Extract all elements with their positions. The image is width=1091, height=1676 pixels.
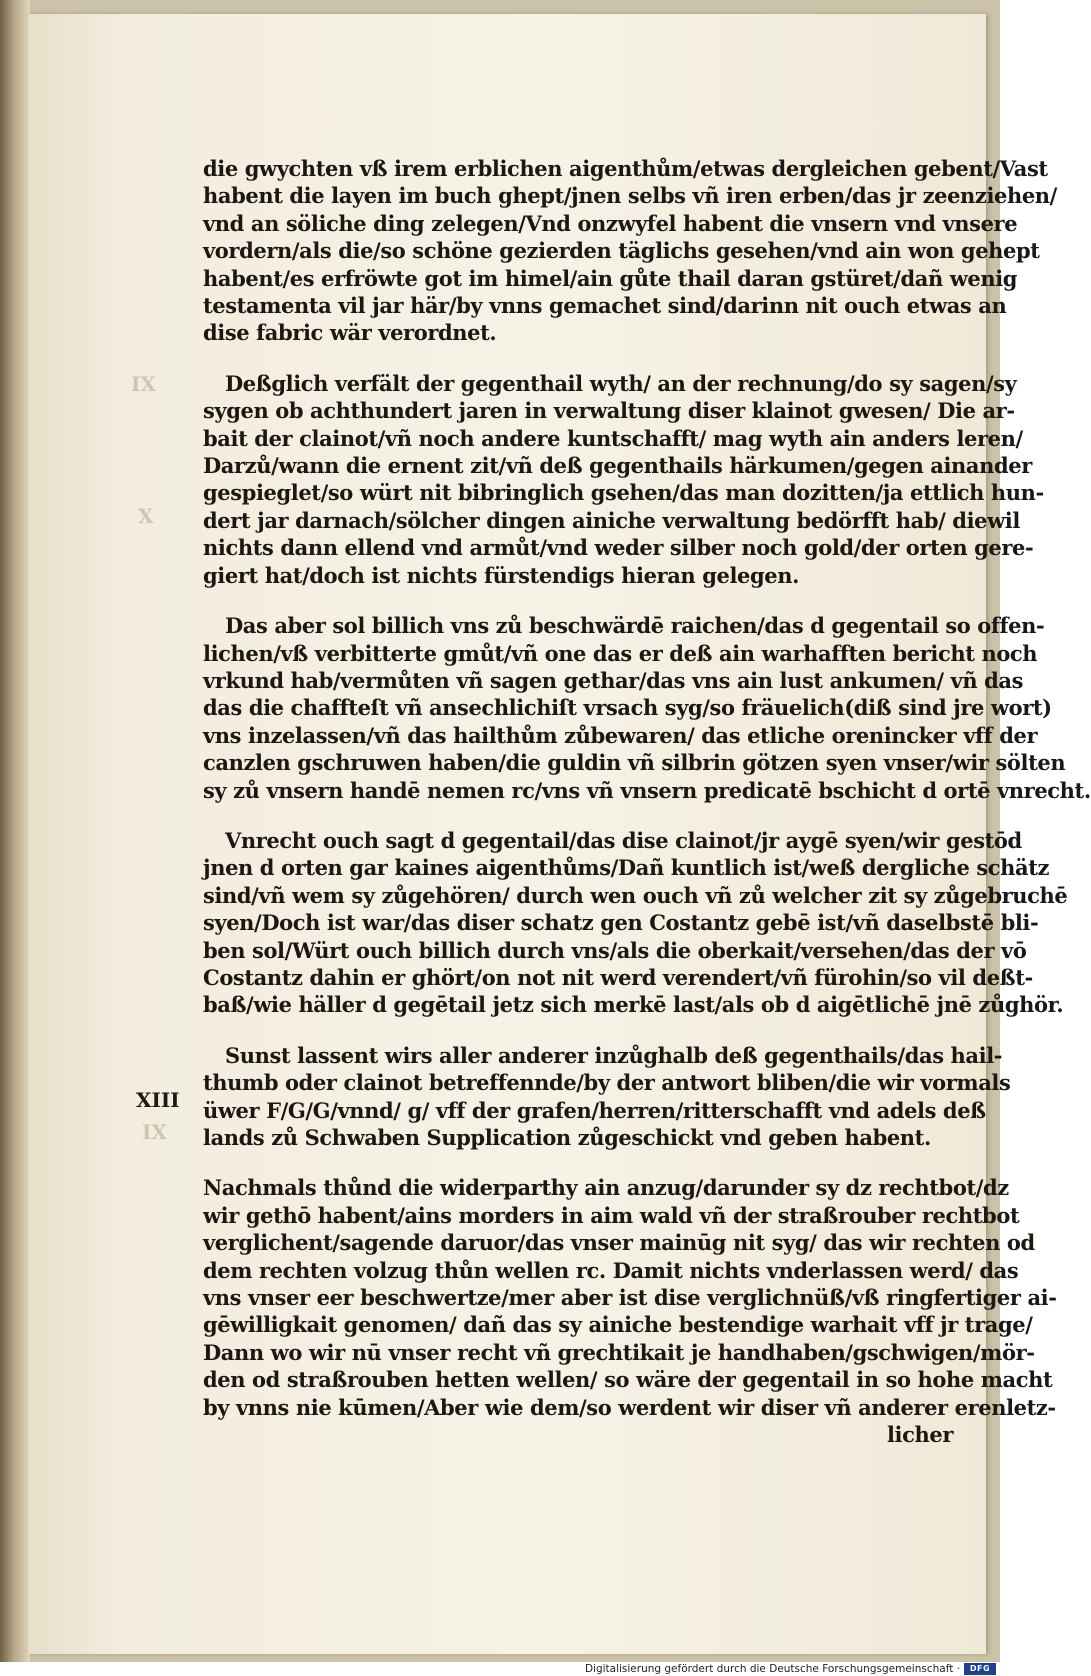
text-line: wir gethō habent/ains morders in aim wald vñ der straßrouber rechtbot	[203, 1202, 1020, 1228]
paragraph	[203, 155, 1057, 347]
footer-bar	[0, 1662, 1000, 1676]
text-line: nichts dann ellend vnd armůt/vnd weder silber noch gold/der orten gere-	[203, 535, 1034, 561]
paragraph	[203, 612, 1091, 804]
text-line: den od straßrouben hetten wellen/ so wäre der gegentail in so hohe macht	[203, 1367, 1053, 1393]
text-line: vns vnser eer beschwertze/mer aber ist dise verglichnüß/vß ringfertiger ai-	[203, 1285, 1057, 1311]
footer-credit: Digitalisierung gefördert durch die Deutsche Forschungsgemeinschaft ·	[584, 1663, 960, 1675]
text-line: dem rechten volzug thůn wellen rc. Damit nichts vnderlassen werd/ das	[203, 1257, 1019, 1283]
text-line: Darzů/wann die ernent zit/vñ deß gegenthails härkumen/gegen ainander	[203, 453, 1032, 479]
text-line: das die chaffteſt vñ ansechlichiſt vrsach syg/so fräuelich(diß sind jre wort)	[203, 695, 1052, 721]
text-line: dert jar darnach/sölcher dingen ainiche verwaltung bedörfft hab/ diewil	[203, 507, 1020, 533]
text-line: Vnrecht ouch sagt d gegentail/das dise clainot/jr aygē syen/wir gestōd	[225, 827, 1022, 853]
text-line: sind/vñ wem sy zůgehören/ durch wen ouch vñ zů welcher zit sy zůgebruchē	[203, 882, 1068, 908]
text-line: vns inzelassen/vñ das hailthům zůbewaren/ das etliche orenincker vff der	[203, 722, 1038, 748]
text-line: Deßglich verfält der gegenthail wyth/ an der rechnung/do sy sagen/sy	[225, 370, 1017, 396]
paragraph	[203, 1174, 1057, 1448]
text-line: Costantz dahin er ghört/on not nit werd verendert/vñ fürohin/so vil deßt-	[203, 964, 1033, 990]
text-line: üwer F/G/G/vnnd/ g/ vff der grafen/herren/ritterschafft vnd adels deß	[203, 1097, 986, 1123]
paragraph	[203, 1042, 1011, 1152]
text-line: die gwychten vß irem erblichen aigenthům/etwas dergleichen gebent/Vast	[203, 156, 1048, 181]
text-line: gēwilligkait genomen/ dañ das sy ainiche bestendige warhait vff jr trage/	[203, 1312, 1033, 1338]
margin-numeral-faint: IX	[131, 372, 156, 396]
margin-numeral-faint: X	[138, 504, 154, 528]
text-line: by vnns nie kūmen/Aber wie dem/so werdent wir diser vñ anderer erenletz-	[203, 1394, 1056, 1420]
text-line: lands zů Schwaben Supplication zůgeschickt vnd geben habent.	[203, 1125, 931, 1150]
dfg-logo: DFG	[964, 1663, 996, 1675]
text-line: jnen d orten gar kaines aigenthůms/Dañ kuntlich ist/weß dergliche schätz	[203, 855, 1050, 881]
text-line: vordern/als die/so schöne gezierden täglichs gesehen/vnd ain won gehept	[203, 238, 1040, 264]
text-line: bait der clainot/vñ noch andere kuntschafft/ mag wyth ain anders leren/	[203, 425, 1023, 451]
text-line: syen/Doch ist war/das diser schatz gen Costantz gebē ist/vñ daselbstē bli-	[203, 910, 1039, 936]
text-line: dise fabric wär verordnet.	[203, 320, 497, 346]
text-line: sygen ob achthundert jaren in verwaltung diser klainot gwesen/ Die ar-	[203, 398, 1015, 424]
page-body-text	[203, 155, 1091, 1471]
text-line: vnd an söliche ding zelegen/Vnd onzwyfel habent die vnsern vnd vnsere	[203, 210, 1018, 236]
text-line: habent die layen im buch ghept/jnen selbs vñ iren erben/das jr zeenziehen/	[203, 183, 1057, 209]
book-spine-edge	[0, 0, 30, 1662]
text-line: habent/es erfröwte got im himel/ain gůte thail daran gstüret/dañ wenig	[203, 265, 1018, 291]
margin-numeral: XIII	[136, 1088, 180, 1112]
margin-numeral-faint: IX	[142, 1120, 167, 1144]
text-line: gespieglet/so würt nit bibringlich gsehen/das man dozitten/ja ettlich hun-	[203, 480, 1044, 506]
text-line: baß/wie häller d gegētail jetz sich merkē last/als ob d aigētlichē jnē zůghör.	[203, 992, 1064, 1018]
paragraph	[203, 827, 1068, 1019]
text-line: canzlen gschruwen haben/die guldin vñ silbrin götzen syen vnser/wir sölten	[203, 750, 1066, 776]
text-line: vrkund hab/vermůten vñ sagen gethar/das vns ain lust ankumen/ vñ das	[203, 667, 1024, 693]
text-line: verglichent/sagende daruor/das vnser mainūg nit syg/ das wir rechten od	[203, 1230, 1035, 1256]
text-line: Das aber sol billich vns zů beschwärdē raichen/das d gegentail so offen-	[225, 613, 1045, 639]
text-line: giert hat/doch ist nichts fürstendigs hieran gelegen.	[203, 562, 800, 588]
text-line: ben sol/Würt ouch billich durch vns/als die oberkait/versehen/das der vō	[203, 937, 1027, 963]
text-line: Nachmals thůnd die widerparthy ain anzug/darunder sy dz rechtbot/dz	[203, 1175, 1009, 1201]
text-line: Dann wo wir nū vnser recht vñ grechtikait je handhaben/gschwigen/mör-	[203, 1339, 1035, 1365]
text-line: sy zů vnsern handē nemen rc/vns vñ vnsern predicatē bschicht d ortē vnrecht.	[203, 777, 1091, 803]
text-line: thumb oder clainot betreffennde/by der antwort bliben/die wir vormals	[203, 1070, 1011, 1096]
text-line: lichen/vß verbitterte gmůt/vñ one das er deß ain warhafften bericht noch	[203, 640, 1038, 666]
text-line: testamenta vil jar här/by vnns gemachet sind/darinn nit ouch etwas an	[203, 293, 1007, 319]
paragraph	[203, 370, 1044, 589]
catchword: licher	[886, 1422, 953, 1448]
text-line: Sunst lassent wirs aller anderer inzůghalb deß gegenthails/das hail-	[225, 1042, 1003, 1068]
